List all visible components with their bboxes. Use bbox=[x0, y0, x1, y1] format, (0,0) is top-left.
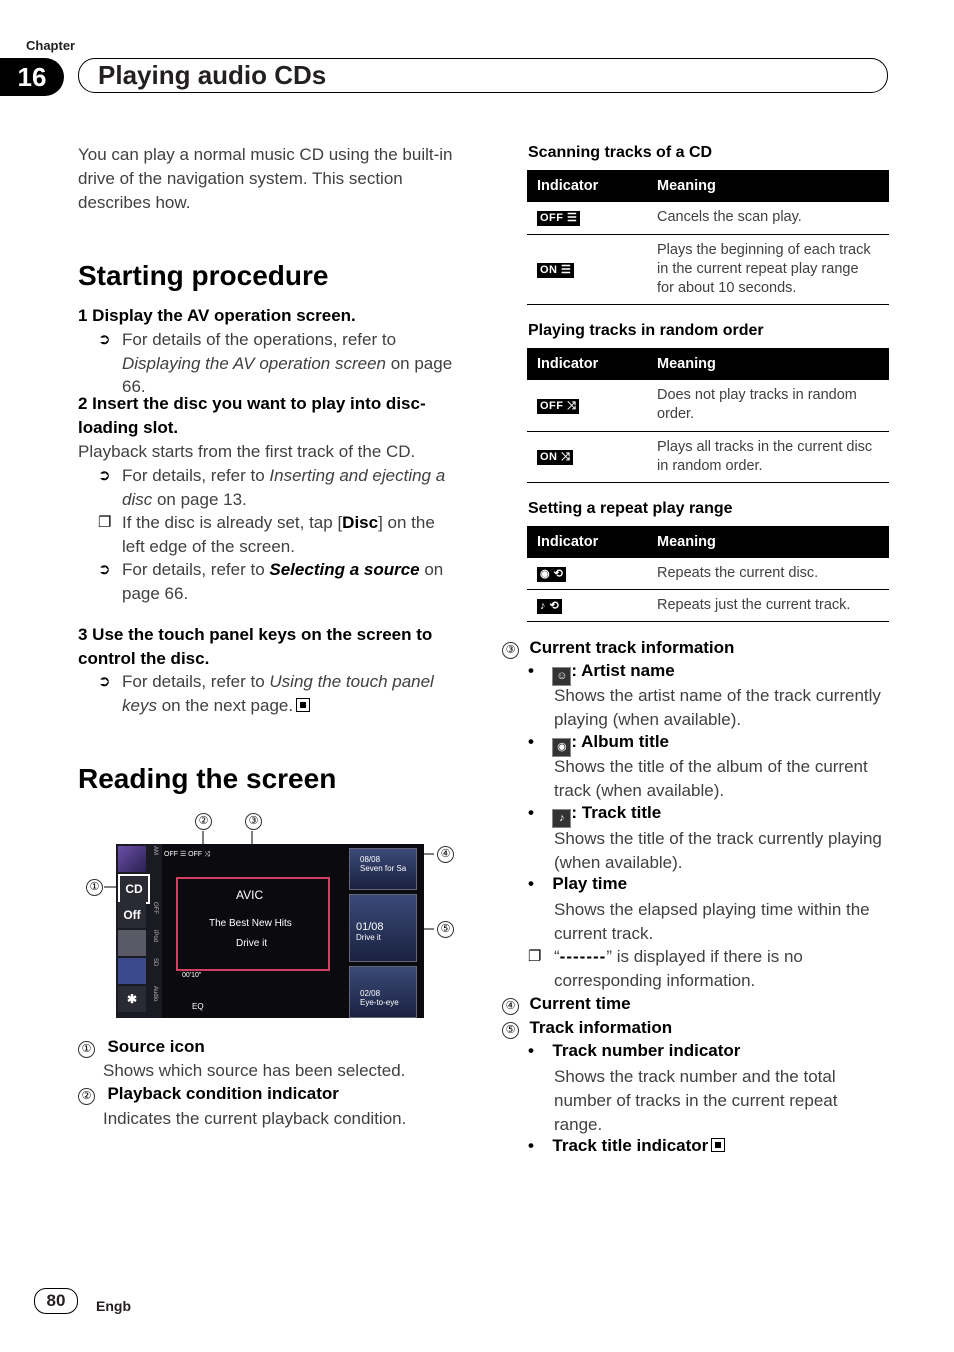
chapter-label: Chapter bbox=[26, 38, 76, 53]
step-2-bullet-1: ➲ For details, refer to Inserting and ejecting a disc on page 13. bbox=[98, 466, 446, 509]
item-number: ① bbox=[78, 1041, 95, 1058]
source-icon-off[interactable]: Off bbox=[118, 902, 146, 928]
artist-icon: ☺ bbox=[552, 667, 571, 686]
track-icon: ♪ bbox=[552, 809, 571, 828]
source-icon-sd[interactable] bbox=[118, 958, 146, 984]
item-number: ⑤ bbox=[502, 1022, 519, 1039]
item-title: Source icon bbox=[107, 1037, 205, 1056]
play-time: 00'10" bbox=[182, 972, 202, 979]
col-header: Meaning bbox=[647, 526, 889, 558]
random-on-icon: ON ⤨ bbox=[537, 450, 573, 465]
checkbox-icon: ❐ bbox=[528, 948, 542, 965]
arrow-icon: ➲ bbox=[98, 673, 111, 690]
scan-table bbox=[527, 170, 889, 305]
tab-off: OFF bbox=[152, 902, 158, 914]
item-title: Playback condition indicator bbox=[107, 1084, 339, 1103]
track-card[interactable]: 01/08 Drive it bbox=[349, 894, 417, 962]
callout-1: ① bbox=[86, 879, 103, 896]
language-code: Engb bbox=[96, 1298, 131, 1314]
item-playback-condition bbox=[78, 1084, 458, 1105]
track-title: Drive it bbox=[236, 938, 268, 949]
eq-button[interactable]: EQ bbox=[192, 1002, 204, 1011]
scan-off-icon: OFF ☰ bbox=[537, 211, 580, 226]
arrow-icon: ➲ bbox=[98, 561, 111, 578]
track-card[interactable]: 02/08 Eye-to-eye bbox=[349, 966, 417, 1018]
table-cell: Cancels the scan play. bbox=[647, 202, 889, 234]
step-2-text: Playback starts from the first track of the CD. bbox=[78, 442, 416, 461]
repeat-table-caption: Setting a repeat play range bbox=[528, 500, 733, 517]
sub-track: • ♪ : Track title bbox=[528, 803, 661, 828]
col-header: Meaning bbox=[647, 348, 889, 380]
scan-on-icon: ON ☰ bbox=[537, 263, 574, 278]
table-cell: Plays all tracks in the current disc in random order. bbox=[647, 431, 889, 482]
sub-track-number: • Track number indicator bbox=[528, 1041, 741, 1060]
table-cell: Plays the beginning of each track in the current repeat play range for about 10 seconds. bbox=[647, 234, 889, 304]
arrow-icon: ➲ bbox=[98, 331, 111, 348]
item-number: ② bbox=[78, 1088, 95, 1105]
step-2-bullet-3: ➲ For details, refer to Selecting a source on page 66. bbox=[98, 560, 444, 603]
chapter-title: Playing audio CDs bbox=[98, 60, 327, 90]
callout-2: ② bbox=[195, 813, 212, 830]
checkbox-icon: ❐ bbox=[98, 514, 112, 531]
item-track-information bbox=[502, 1018, 672, 1039]
item-desc: Shows which source has been selected. bbox=[103, 1061, 406, 1080]
repeat-disc-icon: ◉ ⟲ bbox=[537, 567, 566, 582]
sub-artist: • ☺ : Artist name bbox=[528, 661, 675, 686]
step-2-bullet-2: ❐ If the disc is already set, tap [Disc] on the left edge of the screen. bbox=[98, 513, 435, 556]
track-desc: Shows the title of the track currently playing (when available). bbox=[554, 829, 882, 872]
item-number: ③ bbox=[502, 642, 519, 659]
step-3-bullet: ➲ For details, refer to Using the touch panel keys on the next page. bbox=[98, 672, 434, 715]
item-title: Track information bbox=[529, 1018, 673, 1037]
item-desc: Indicates the current playback condition. bbox=[103, 1109, 407, 1128]
source-icon-cd[interactable]: CD bbox=[118, 874, 150, 904]
playback-condition-indicator[interactable]: OFF ☰ OFF ⤨ bbox=[164, 851, 210, 858]
col-header: Indicator bbox=[527, 348, 647, 380]
starting-procedure-heading: Starting procedure bbox=[78, 260, 329, 291]
step-3-title: 3 Use the touch panel keys on the screen to control the disc. bbox=[78, 625, 433, 668]
page-number: 80 bbox=[34, 1288, 78, 1314]
repeat-table bbox=[527, 526, 889, 622]
tab-ipod: iPod bbox=[152, 930, 158, 943]
repeat-track-icon: ♪ ⟲ bbox=[537, 599, 562, 614]
step-1-bullet: ➲ For details of the operations, refer to Displaying the AV operation screen on page 66. bbox=[98, 330, 453, 396]
random-off-icon: OFF ⤨ bbox=[537, 399, 579, 414]
playtime-desc: Shows the elapsed playing time within the current track. bbox=[554, 900, 870, 943]
tab-am: AM bbox=[152, 846, 158, 855]
artist-name: AVIC bbox=[236, 888, 264, 902]
album-icon: ◉ bbox=[552, 738, 571, 757]
callout-3: ③ bbox=[245, 813, 262, 830]
col-header: Indicator bbox=[527, 526, 647, 558]
bluetooth-icon[interactable]: ✱ bbox=[118, 986, 146, 1012]
chapter-number: 16 bbox=[0, 58, 64, 96]
col-header: Indicator bbox=[527, 170, 647, 202]
source-icon-ipod[interactable] bbox=[118, 930, 146, 956]
no-info-note: ❐ “-------” is displayed if there is no corresponding information. bbox=[528, 947, 803, 990]
item-number: ④ bbox=[502, 998, 519, 1015]
sub-track-title-indicator: • Track title indicator bbox=[528, 1136, 725, 1156]
table-cell: Does not play tracks in random order. bbox=[647, 380, 889, 431]
track-number-desc: Shows the track number and the total number of tracks in the current repeat range. bbox=[554, 1067, 838, 1134]
artist-desc: Shows the artist name of the track currently playing (when available). bbox=[554, 686, 881, 729]
step-1-title: 1 Display the AV operation screen. bbox=[78, 306, 356, 325]
sub-album: • ◉ : Album title bbox=[528, 732, 669, 757]
step-2-title: 2 Insert the disc you want to play into disc-loading slot. bbox=[78, 394, 426, 437]
album-desc: Shows the title of the album of the current track (when available). bbox=[554, 757, 868, 800]
col-header: Meaning bbox=[647, 170, 889, 202]
table-cell: Repeats the current disc. bbox=[647, 558, 889, 590]
intro-paragraph: You can play a normal music CD using the built-in drive of the navigation system. This section describes how. bbox=[78, 145, 453, 212]
tab-audio: Audio bbox=[152, 986, 158, 1002]
source-sidebar bbox=[116, 844, 162, 1018]
item-source-icon bbox=[78, 1037, 458, 1058]
end-mark-icon bbox=[296, 698, 310, 712]
item-title: Current track information bbox=[529, 638, 735, 657]
callout-4: ④ bbox=[437, 846, 454, 863]
album-title: The Best New Hits bbox=[209, 918, 292, 929]
arrow-icon: ➲ bbox=[98, 467, 111, 484]
table-cell: Repeats just the current track. bbox=[647, 590, 889, 622]
source-icon-am[interactable] bbox=[118, 846, 146, 872]
item-current-time bbox=[502, 994, 631, 1015]
end-mark-icon bbox=[711, 1138, 725, 1152]
random-table bbox=[527, 348, 889, 483]
item-title: Current time bbox=[529, 994, 631, 1013]
av-operation-screen bbox=[116, 844, 424, 1018]
item-current-track-info bbox=[502, 638, 734, 659]
scan-table-caption: Scanning tracks of a CD bbox=[528, 144, 713, 161]
track-card[interactable]: 08/08 Seven for Sa bbox=[349, 848, 417, 890]
sub-playtime: • Play time bbox=[528, 874, 628, 893]
random-table-caption: Playing tracks in random order bbox=[528, 322, 764, 339]
tab-sd: SD bbox=[152, 958, 158, 967]
reading-screen-heading: Reading the screen bbox=[78, 763, 337, 794]
callout-5: ⑤ bbox=[437, 921, 454, 938]
